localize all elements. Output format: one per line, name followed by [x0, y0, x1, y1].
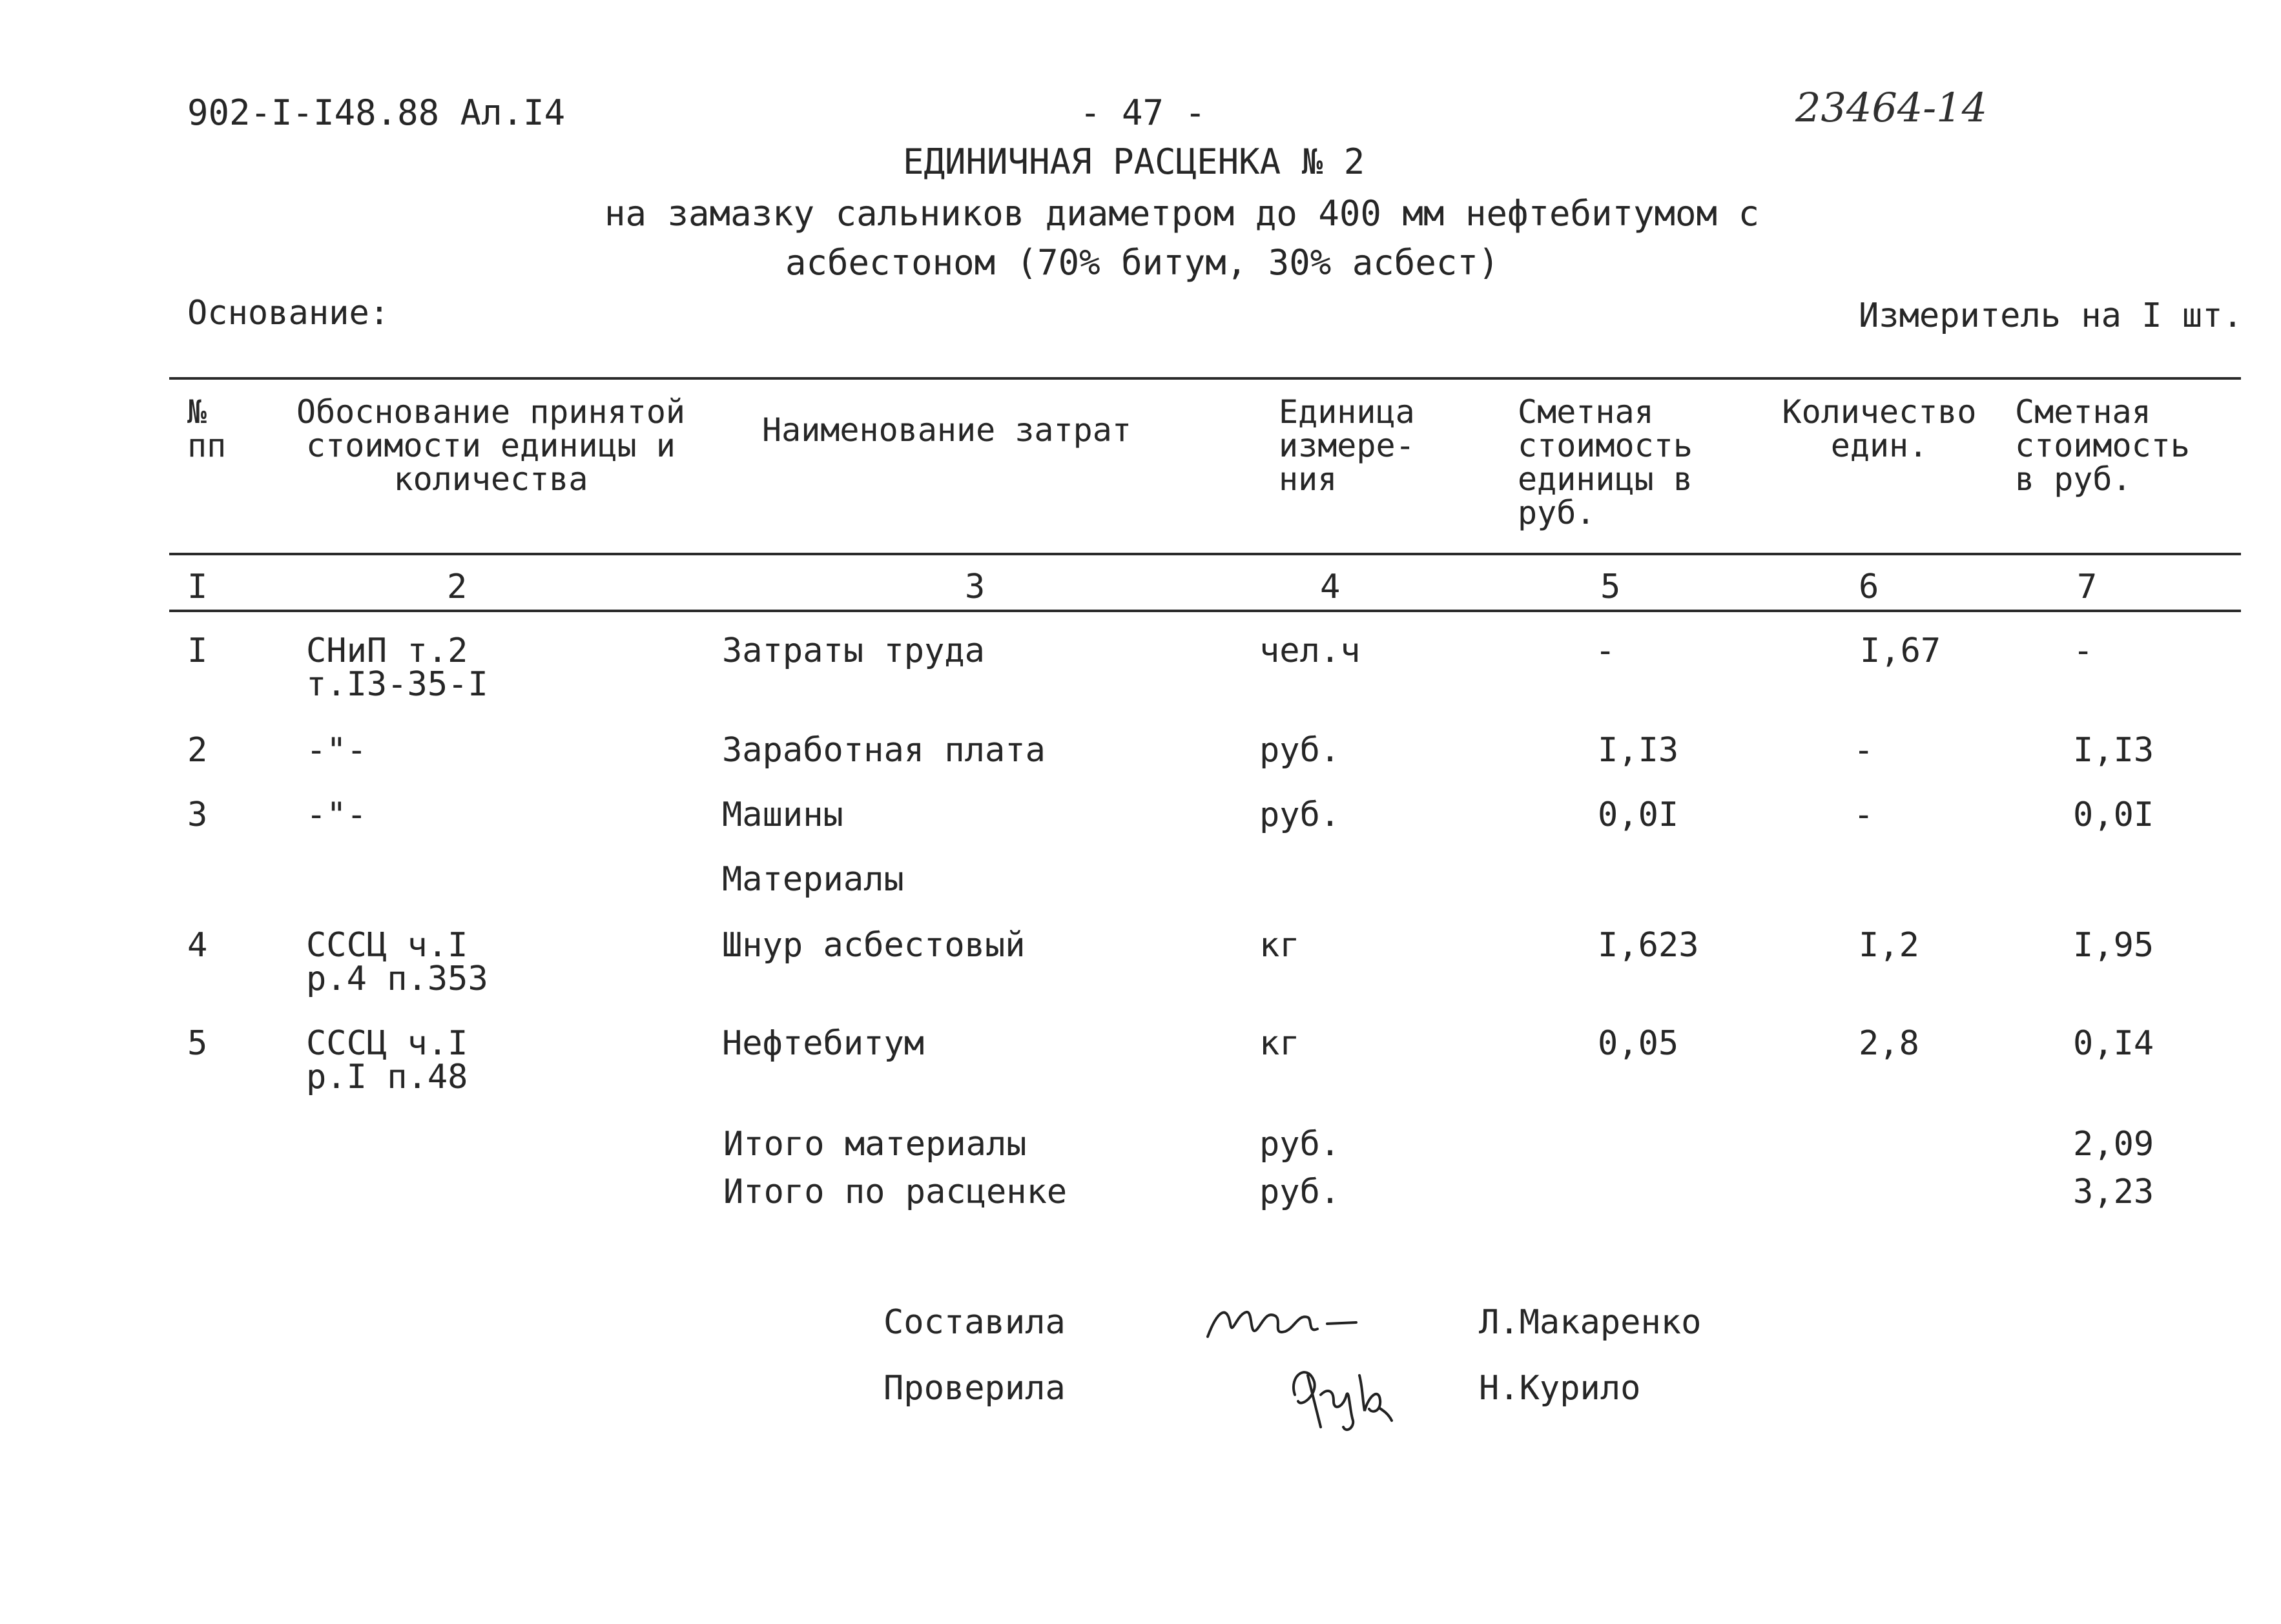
document-subtitle-line1: на замазку сальников диаметром до 400 мм нефтебитумом с [604, 193, 1760, 234]
column-header-2 [284, 395, 697, 496]
column-header-1-text: № пп [187, 393, 227, 464]
column-number-2: 2 [447, 568, 468, 606]
row-unit: кг [1259, 926, 1300, 965]
signatory-name: Н.Курило [1479, 1369, 1641, 1408]
row-total: - [2073, 632, 2094, 670]
materials-section-label: Материалы [722, 860, 904, 899]
signature-role: Проверила [883, 1369, 1066, 1408]
row-number: 2 [187, 731, 208, 770]
signature-role: Составила [883, 1303, 1066, 1342]
row-number: 3 [187, 796, 208, 834]
row-basis: -"- [306, 731, 367, 770]
column-header-4 [1279, 395, 1447, 496]
row-total: 0,0I [2073, 796, 2154, 834]
column-number-1: I [187, 568, 208, 606]
signatory-name: Л.Макаренко [1479, 1303, 1702, 1342]
column-number-3: 3 [965, 568, 986, 606]
column-number-7: 7 [2077, 568, 2098, 606]
table-header-rule [169, 553, 2241, 555]
basis-label: Основание: [187, 294, 390, 333]
column-header-2-text: Обоснование принятой стоимости единицы и количества [296, 393, 686, 498]
row-cost-name: Машины [722, 796, 843, 834]
measure-label: Измеритель на I шт. [1859, 296, 2243, 335]
column-header-6 [1770, 395, 1989, 462]
total-unit: руб. [1259, 1173, 1341, 1211]
row-unit: чел.ч [1259, 632, 1361, 670]
row-unit-cost: 0,0I [1598, 796, 1679, 834]
row-unit-cost: I,623 [1598, 926, 1699, 965]
column-header-1 [187, 395, 245, 462]
document-subtitle-line2: асбестоном (70% битум, 30% асбест) [785, 242, 1500, 283]
total-label: Итого по расценке [723, 1173, 1068, 1211]
row-quantity: I,67 [1860, 632, 1941, 670]
document-code: 902-I-I48.88 Ал.I4 [187, 92, 566, 133]
column-header-3 [762, 413, 1150, 447]
row-number: I [187, 632, 208, 670]
row-number: 4 [187, 926, 208, 965]
column-header-4-text: Единица измере- ния [1279, 393, 1415, 498]
column-number-4: 4 [1320, 568, 1341, 606]
row-cost-name: Нефтебитум [722, 1024, 925, 1063]
row-total: I,I3 [2073, 731, 2154, 770]
row-total: I,95 [2073, 926, 2154, 965]
row-cost-name: Шнур асбестовый [722, 926, 1026, 965]
handwritten-signature-checked [1282, 1350, 1411, 1446]
row-quantity: - [1853, 731, 1874, 770]
row-total: 0,I4 [2073, 1024, 2154, 1063]
column-header-7 [2015, 395, 2235, 496]
row-cost-name: Затраты труда [722, 632, 985, 670]
row-cost-name: Заработная плата [722, 731, 1046, 770]
row-number: 5 [187, 1024, 208, 1063]
total-unit: руб. [1259, 1125, 1341, 1164]
row-basis: -"- [306, 796, 367, 834]
row-basis: СССЦ ч.I р.I п.48 [306, 1024, 468, 1096]
total-value: 2,09 [2073, 1125, 2154, 1164]
row-basis: СССЦ ч.I р.4 п.353 [306, 926, 488, 998]
document-title: ЕДИНИЧНАЯ РАСЦЕНКА № 2 [903, 141, 1365, 182]
page-number: - 47 - [1080, 92, 1206, 133]
column-header-6-text: Количество един. [1782, 393, 1977, 464]
row-unit: кг [1259, 1024, 1300, 1063]
total-value: 3,23 [2073, 1173, 2154, 1211]
row-unit-cost: I,I3 [1598, 731, 1679, 770]
column-number-5: 5 [1600, 568, 1621, 606]
column-header-3-text: Наименование затрат [762, 411, 1131, 449]
row-quantity: I,2 [1859, 926, 1919, 965]
total-label: Итого материалы [723, 1125, 1027, 1164]
column-number-6: 6 [1859, 568, 1879, 606]
table-top-rule [169, 377, 2241, 380]
row-unit-cost: - [1595, 632, 1616, 670]
row-unit: руб. [1259, 731, 1341, 770]
archive-number: 23464-14 [1795, 84, 1988, 131]
row-basis: СНиП т.2 т.I3-35-I [306, 632, 488, 704]
table-column-number-rule [169, 610, 2241, 612]
column-header-7-text: Сметная стоимость в руб. [2015, 393, 2190, 498]
row-unit: руб. [1259, 796, 1341, 834]
row-quantity: - [1853, 796, 1874, 834]
column-header-5 [1518, 395, 1724, 529]
row-quantity: 2,8 [1859, 1024, 1919, 1063]
row-unit-cost: 0,05 [1598, 1024, 1679, 1063]
column-header-5-text: Сметная стоимость единицы в руб. [1518, 393, 1693, 531]
